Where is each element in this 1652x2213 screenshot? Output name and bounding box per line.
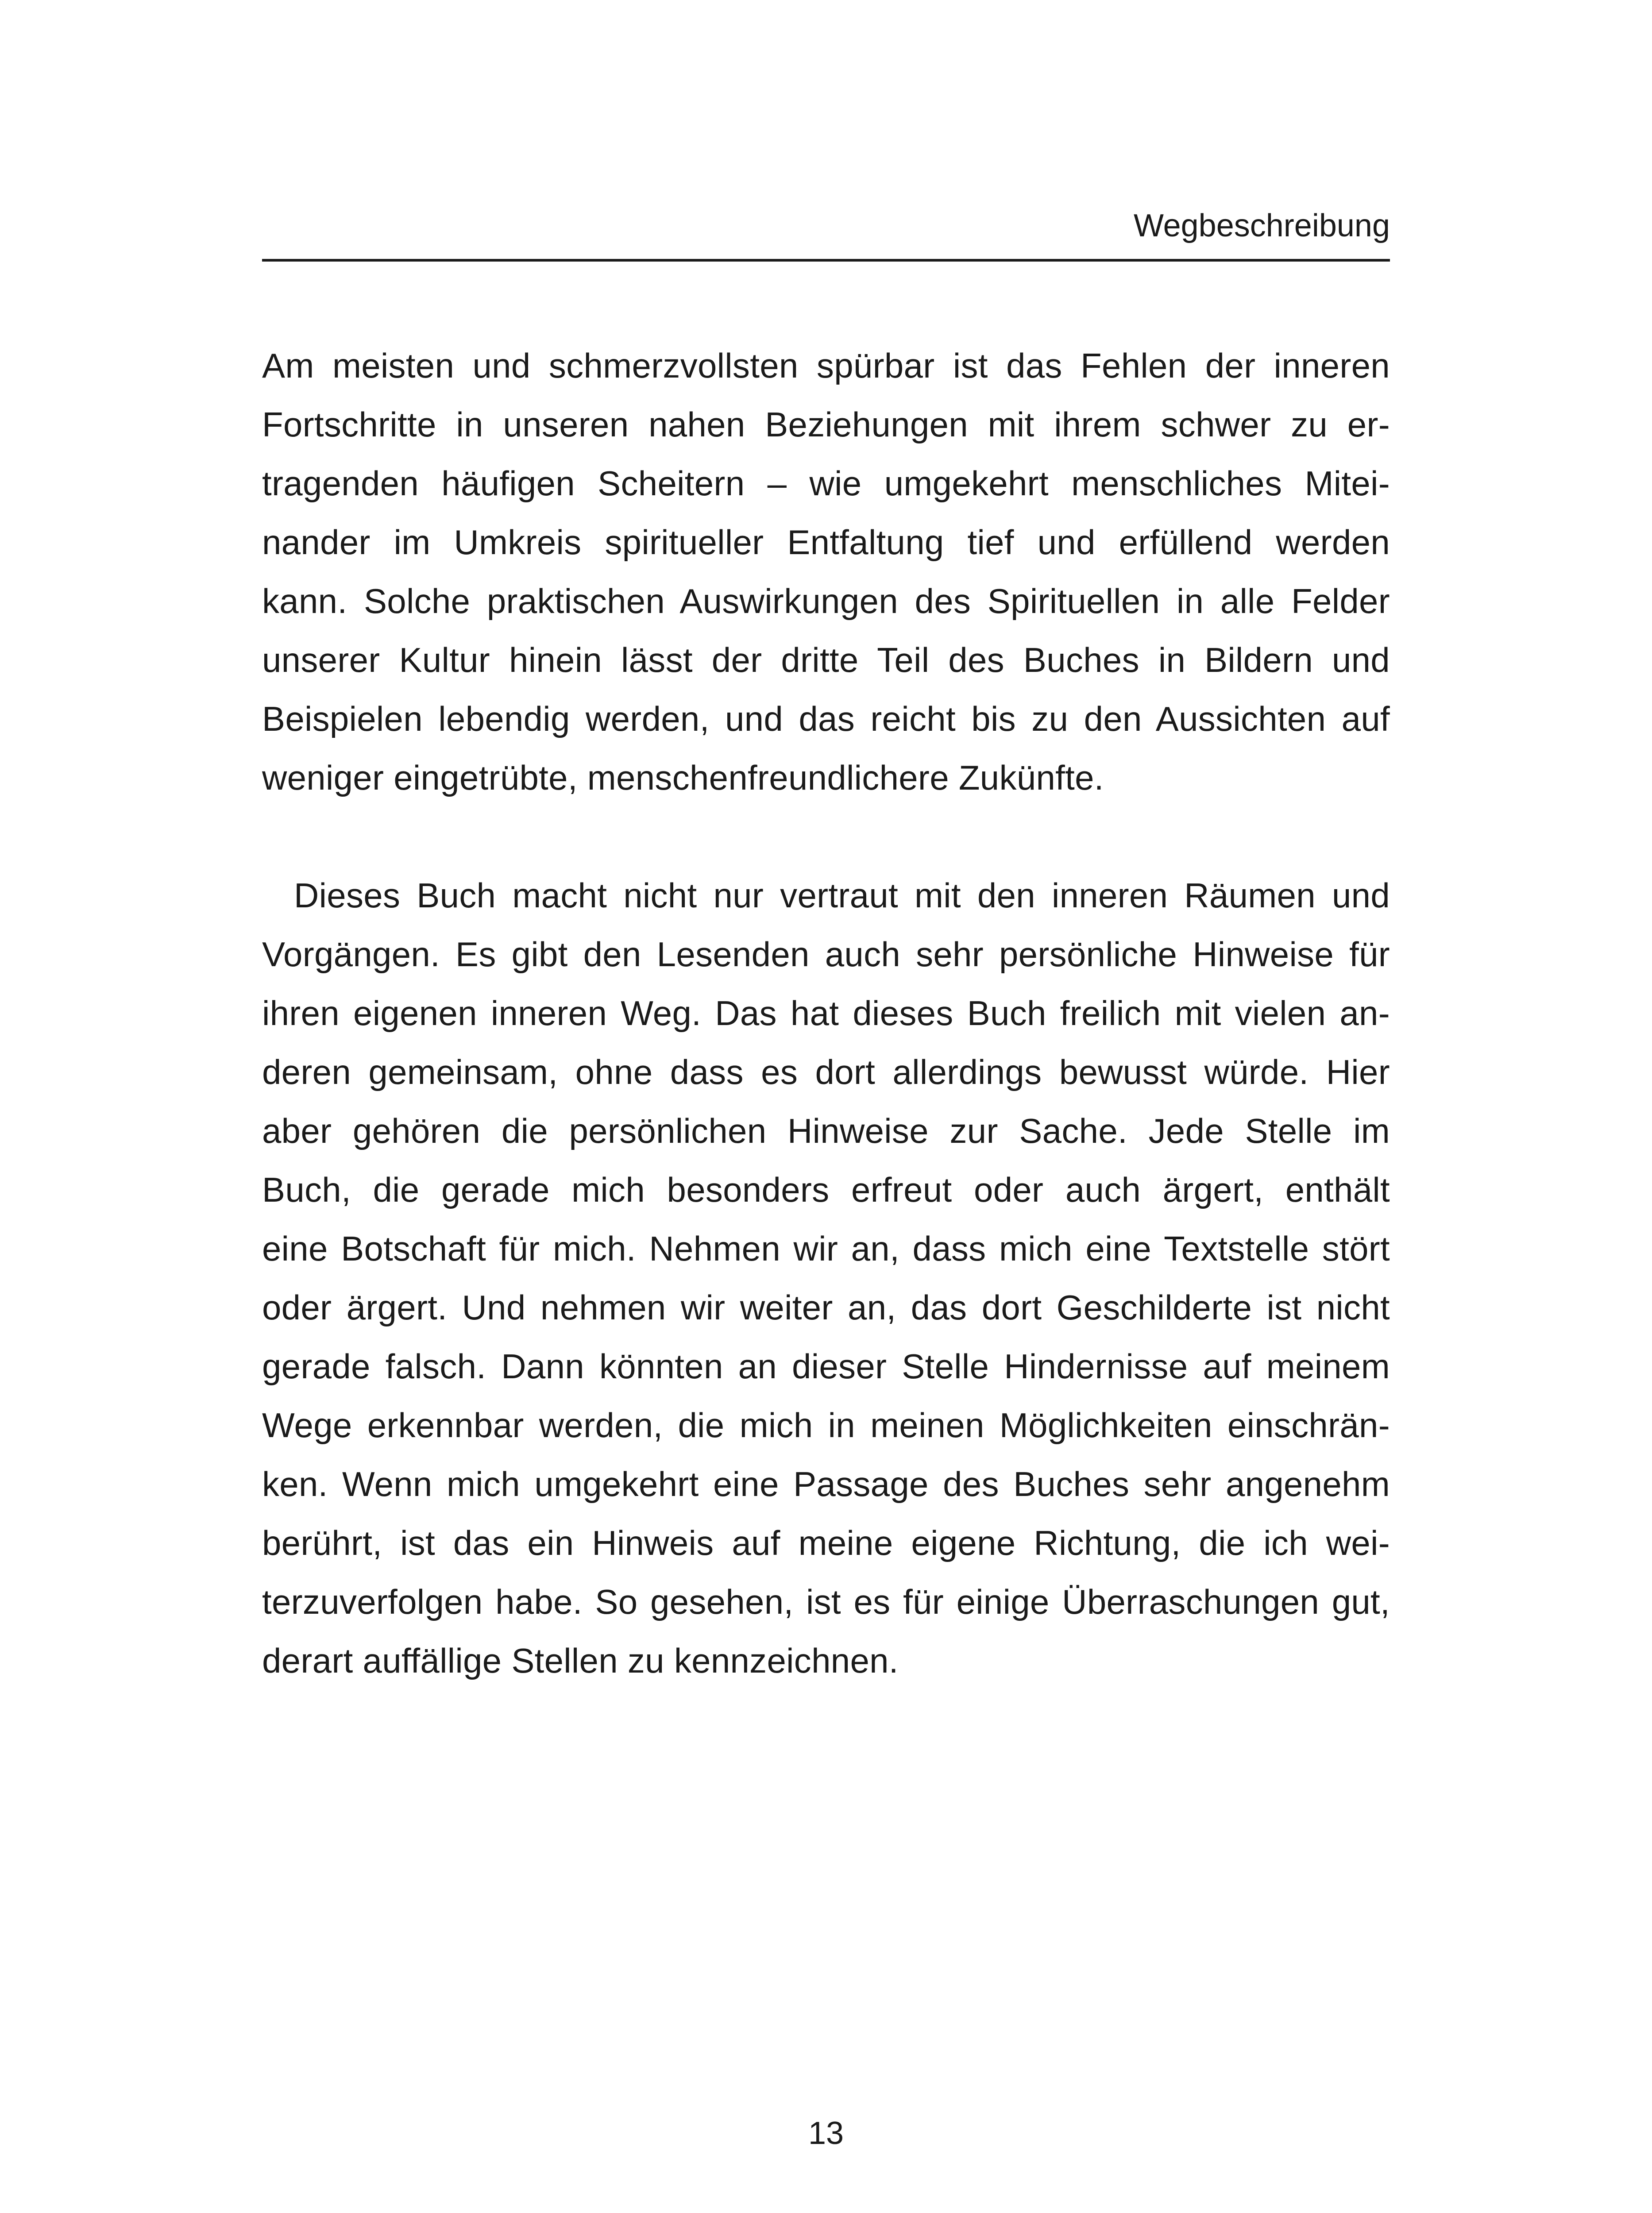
text-line: gerade falsch. Dann könnten an dieser Stelle Hindernisse auf meinem — [262, 1347, 1390, 1386]
header-rule — [262, 259, 1390, 262]
page-number: 13 — [808, 2116, 844, 2151]
text-line: Buch, die gerade mich besonders erfreut oder auch ärgert, enthält — [262, 1170, 1390, 1209]
text-line: derart auffällige Stellen zu kennzeichnen. — [262, 1641, 899, 1680]
body-text — [262, 336, 1390, 1690]
text-line: berührt, ist das ein Hinweis auf meine eigene Richtung, die ich wei- — [262, 1523, 1390, 1562]
text-line: ihren eigenen inneren Weg. Das hat dieses Buch freilich mit vielen an- — [262, 994, 1390, 1033]
text-line: Wege erkennbar werden, die mich in meinen Möglichkeiten einschrän- — [262, 1406, 1390, 1445]
text-line: deren gemeinsam, ohne dass es dort allerdings bewusst würde. Hier — [262, 1053, 1390, 1091]
text-line: terzuverfolgen habe. So gesehen, ist es für einige Überraschungen gut, — [262, 1582, 1390, 1621]
text-line: Am meisten und schmerzvollsten spürbar ist das Fehlen der inneren — [262, 346, 1390, 385]
text-line: unserer Kultur hinein lässt der dritte Teil des Buches in Bildern und — [262, 640, 1390, 679]
text-line: tragenden häufigen Scheitern – wie umgekehrt menschliches Mitei- — [262, 464, 1390, 503]
paragraph-1 — [262, 336, 1390, 807]
paragraph-gap — [262, 807, 1390, 866]
text-line: Fortschritte in unseren nahen Beziehungen mit ihrem schwer zu er- — [262, 405, 1390, 444]
running-header: Wegbeschreibung — [1133, 208, 1390, 243]
text-line: kann. Solche praktischen Auswirkungen des Spirituellen in alle Felder — [262, 582, 1390, 621]
text-line: aber gehören die persönlichen Hinweise zur Sache. Jede Stelle im — [262, 1111, 1390, 1150]
text-line: Vorgängen. Es gibt den Lesenden auch sehr persönliche Hinweise für — [262, 935, 1390, 974]
text-line: weniger eingetrübte, menschenfreundlichere Zukünfte. — [262, 758, 1104, 797]
text-line: Beispielen lebendig werden, und das reicht bis zu den Aussichten auf — [262, 699, 1390, 738]
text-line: ken. Wenn mich umgekehrt eine Passage des Buches sehr angenehm — [262, 1465, 1390, 1504]
text-line: oder ärgert. Und nehmen wir weiter an, das dort Geschilderte ist nicht — [262, 1288, 1390, 1327]
text-line: eine Botschaft für mich. Nehmen wir an, dass mich eine Textstelle stört — [262, 1229, 1390, 1268]
text-line: nander im Umkreis spiritueller Entfaltung tief und erfüllend werden — [262, 523, 1390, 562]
text-line: Dieses Buch macht nicht nur vertraut mit den inneren Räumen und — [294, 876, 1390, 915]
paragraph-2 — [262, 866, 1390, 1690]
